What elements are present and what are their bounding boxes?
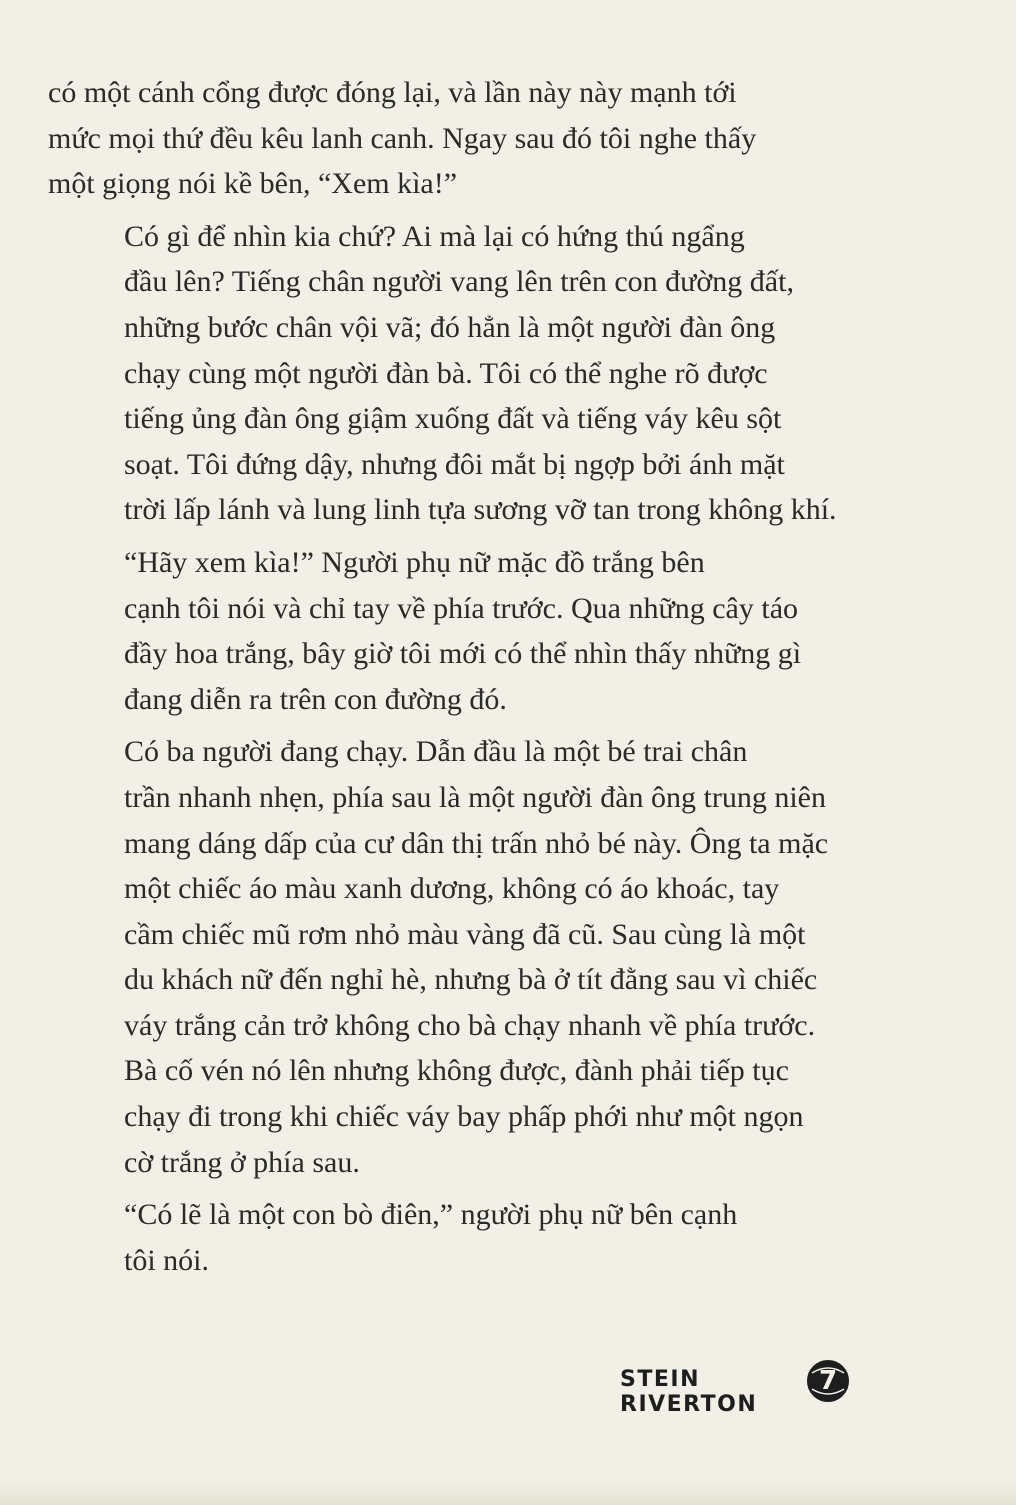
- text-line: Bà cố vén nó lên nhưng không được, đành phải tiếp tục: [124, 1054, 789, 1088]
- text-line: chạy đi trong khi chiếc váy bay phấp phới như một ngọn: [124, 1100, 804, 1134]
- paragraph: [48, 540, 848, 722]
- text-line: mang dáng dấp của cư dân thị trấn nhỏ bé này. Ông ta mặc: [124, 826, 829, 860]
- text-line: chạy cùng một người đàn bà. Tôi có thể nghe rõ được: [124, 356, 768, 390]
- text-line: trời lấp lánh và lung linh tựa sương vỡ tan trong không khí.: [124, 493, 837, 527]
- page-number-badge: [806, 1359, 850, 1403]
- text-line: Có gì để nhìn kia chứ? Ai mà lại có hứng thú ngẩng: [124, 219, 745, 253]
- text-line: mức mọi thứ đều kêu lanh canh. Ngay sau đó tôi nghe thấy: [48, 121, 757, 155]
- text-line: cờ trắng ở phía sau.: [124, 1145, 360, 1179]
- book-page-text: [48, 70, 848, 1290]
- author-name: STEIN RIVERTON: [620, 1367, 758, 1417]
- text-line: cạnh tôi nói và chỉ tay về phía trước. Qua những cây táo: [124, 591, 799, 625]
- page-number: 7: [818, 1366, 838, 1396]
- text-line: trần nhanh nhẹn, phía sau là một người đàn ông trung niên: [124, 780, 826, 814]
- text-line: tiếng ủng đàn ông giậm xuống đất và tiếng váy kêu sột: [124, 402, 782, 436]
- paragraph: [48, 214, 848, 533]
- text-line: cầm chiếc mũ rơm nhỏ màu vàng đã cũ. Sau cùng là một: [124, 917, 806, 951]
- text-line: đầy hoa trắng, bây giờ tôi mới có thể nhìn thấy những gì: [124, 637, 802, 671]
- text-line: có một cánh cổng được đóng lại, và lần này này mạnh tới: [48, 76, 737, 109]
- text-line: đầu lên? Tiếng chân người vang lên trên con đường đất,: [124, 265, 794, 299]
- text-line: một chiếc áo màu xanh dương, không có áo khoác, tay: [124, 872, 780, 906]
- text-line: “Hãy xem kìa!” Người phụ nữ mặc đồ trắng bên: [124, 545, 705, 579]
- text-line: “Có lẽ là một con bò điên,” người phụ nữ bên cạnh: [124, 1198, 738, 1232]
- page-bottom-edge: [0, 1483, 1016, 1505]
- text-line: đang diễn ra trên con đường đó.: [124, 682, 507, 716]
- text-line: soạt. Tôi đứng dậy, nhưng đôi mắt bị ngợp bởi ánh mặt: [124, 447, 785, 481]
- text-line: tôi nói.: [124, 1243, 210, 1277]
- paragraph: [48, 1192, 848, 1283]
- text-line: những bước chân vội vã; đó hẳn là một người đàn ông: [124, 310, 776, 344]
- text-line: Có ba người đang chạy. Dẫn đầu là một bé trai chân: [124, 735, 748, 769]
- text-line: một giọng nói kề bên, “Xem kìa!”: [48, 167, 458, 201]
- text-line: váy trắng cản trở không cho bà chạy nhanh về phía trước.: [124, 1008, 816, 1042]
- paragraph: [48, 70, 848, 207]
- paragraph: [48, 729, 848, 1185]
- page-footer: [620, 1359, 850, 1417]
- text-line: du khách nữ đến nghỉ hè, nhưng bà ở tít đằng sau vì chiếc: [124, 963, 818, 997]
